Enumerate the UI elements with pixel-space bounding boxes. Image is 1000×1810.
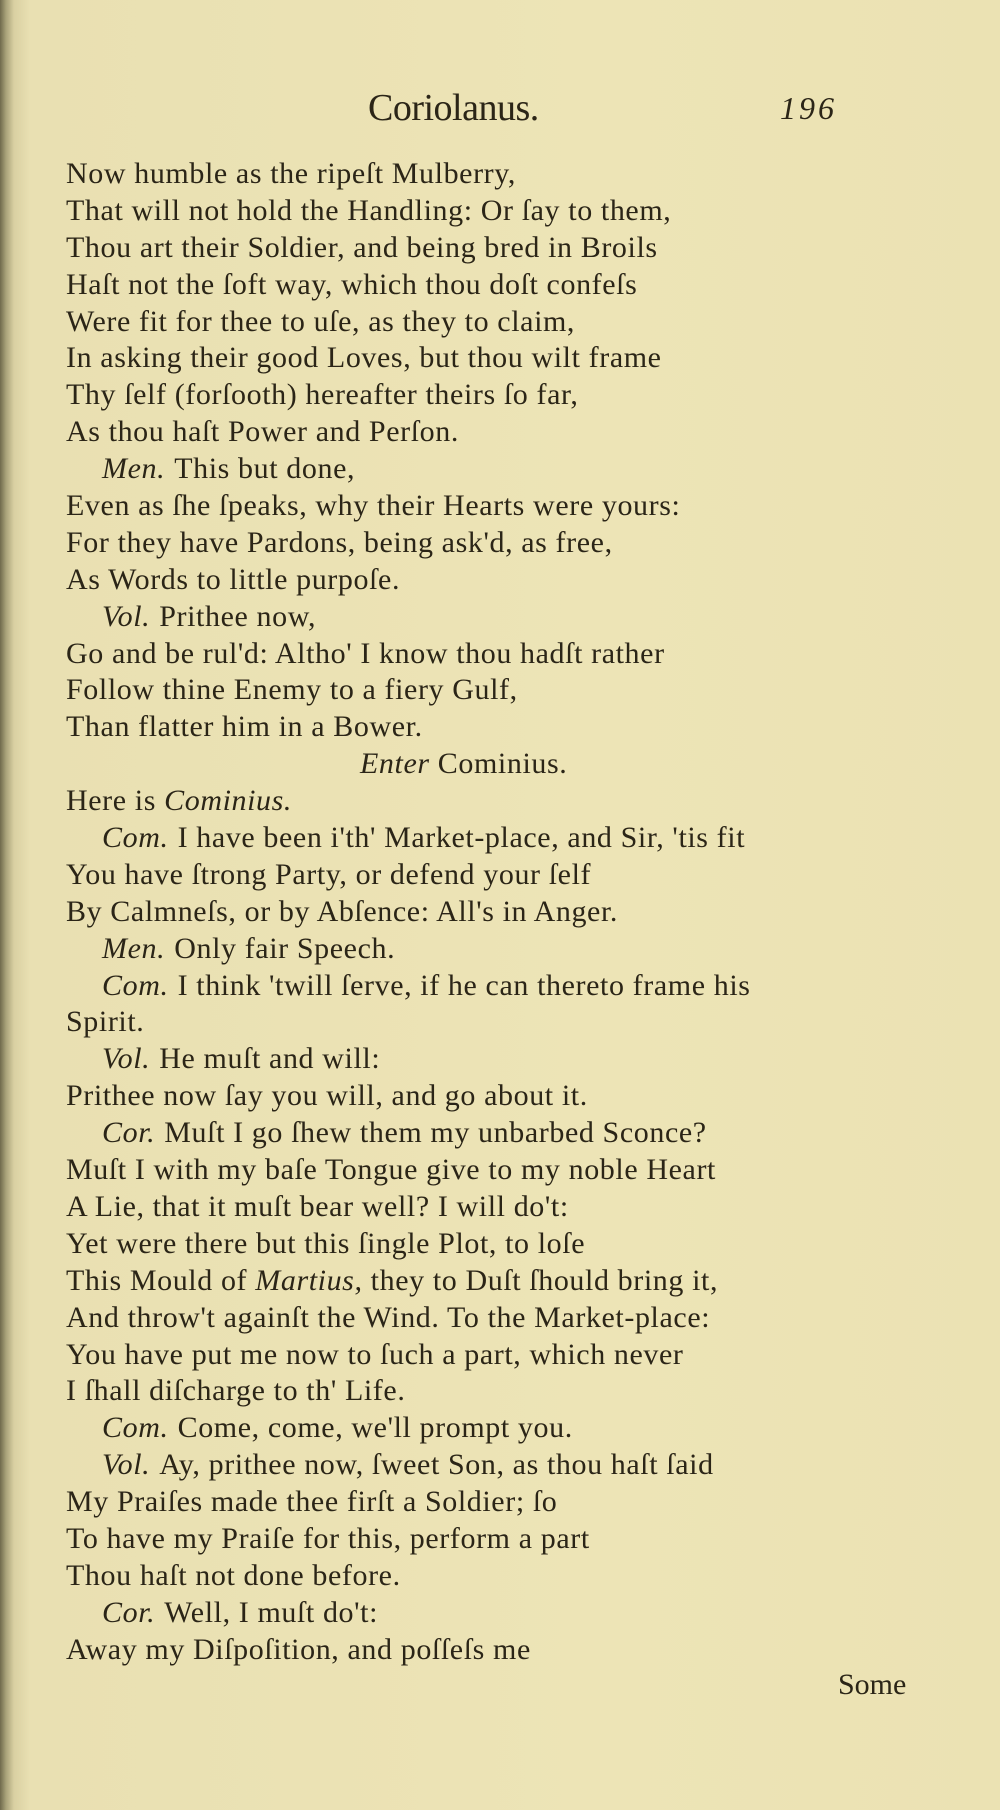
line-text: This but done, [174, 452, 356, 486]
speaker-name: Men. [102, 931, 166, 965]
line-text: My Praiſes made thee firſt a Soldier; ſo [66, 1485, 558, 1519]
line-text: Haſt not the ſoft way, which thou doſt confeſs [66, 267, 638, 301]
verse-line [66, 1373, 966, 1410]
verse-line [66, 340, 966, 377]
line-text: Follow thine Enemy to a fiery Gulf, [66, 673, 518, 707]
line-text: I think 'twill ſerve, if he can thereto frame his [177, 968, 751, 1002]
verse-line [66, 1300, 966, 1337]
speaker-name: Cor. [102, 1595, 156, 1629]
verse-line [66, 414, 966, 451]
line-text: Come, come, we'll prompt you. [177, 1411, 573, 1445]
line-text: Only fair Speech. [174, 931, 396, 965]
italic-name: Martius, [255, 1263, 363, 1297]
line-text: they to Duſt ſhould bring it, [370, 1263, 719, 1297]
verse-line [66, 230, 966, 267]
verse-line [66, 1484, 966, 1521]
verse-line [66, 377, 966, 414]
page-number: 196 [780, 90, 837, 126]
line-text: Cominius. [437, 747, 568, 781]
verse-line [66, 304, 966, 341]
speech-line [66, 820, 966, 857]
line-text: Even as ſhe ſpeaks, why their Hearts were yours: [66, 489, 681, 523]
line-text: Spirit. [66, 1005, 145, 1039]
speech-line [66, 1410, 966, 1447]
speaker-name: Com. [102, 821, 169, 855]
line-text: Ay, prithee now, ſweet Son, as thou haſt ſaid [159, 1448, 714, 1482]
speaker-name: Com. [102, 1411, 169, 1445]
speech-line [66, 1595, 966, 1632]
line-text: Well, I muſt do't: [164, 1595, 379, 1629]
stage-verb: Enter [360, 747, 430, 781]
speech-line [66, 1447, 966, 1484]
speech-line [66, 931, 966, 968]
line-text: As Words to little purpoſe. [66, 562, 401, 596]
verse-line [66, 193, 966, 230]
speaker-name: Cor. [102, 1116, 156, 1150]
verse-line [66, 709, 966, 746]
verse-line [66, 1152, 966, 1189]
speech-line [66, 599, 966, 636]
verse-line [66, 267, 966, 304]
italic-name: Cominius. [164, 784, 293, 818]
line-text: That will not hold the Handling: Or ſay to them, [66, 193, 672, 227]
verse-line [66, 1226, 966, 1263]
verse-line [66, 1004, 966, 1041]
verse-line [66, 894, 966, 931]
verse-line [66, 1632, 966, 1669]
line-text: You have ſtrong Party, or defend your ſelf [66, 857, 592, 891]
verse-line [66, 672, 966, 709]
speaker-name: Com. [102, 968, 169, 1002]
line-text: As thou haſt Power and Perſon. [66, 415, 459, 449]
speech-line [66, 1041, 966, 1078]
line-text: He muſt and will: [159, 1042, 381, 1076]
running-title: Coriolanus. [368, 87, 539, 129]
line-text: You have put me now to ſuch a part, which never [66, 1337, 684, 1371]
line-text: I have been i'th' Market-place, and Sir, 'tis fit [177, 821, 746, 855]
verse-line [66, 1521, 966, 1558]
line-text: A Lie, that it muſt bear well? I will do't: [66, 1189, 569, 1223]
verse-line [66, 562, 966, 599]
verse-line [66, 857, 966, 894]
speaker-name: Vol. [102, 1448, 151, 1482]
line-text: Thy ſelf (forſooth) hereafter theirs ſo far, [66, 378, 579, 412]
verse-line [66, 156, 966, 193]
line-text: Go and be rul'd: Altho' I know thou hadſt rather [66, 636, 665, 670]
verse-line [66, 1189, 966, 1226]
speaker-name: Men. [102, 452, 166, 486]
line-text: To have my Praiſe for this, perform a part [66, 1521, 590, 1555]
catchword: Some [838, 1668, 907, 1701]
speech-line [66, 968, 966, 1005]
running-header [0, 86, 1000, 136]
line-text: Prithee now ſay you will, and go about it. [66, 1079, 588, 1113]
speech-line [66, 1115, 966, 1152]
line-text: Thou art their Soldier, and being bred in Broils [66, 230, 658, 264]
line-text: Yet were there but this ſingle Plot, to loſe [66, 1226, 586, 1260]
stage-direction [66, 746, 966, 783]
line-text: In asking their good Loves, but thou wilt frame [66, 341, 662, 375]
line-text: Muſt I go ſhew them my unbarbed Sconce? [164, 1116, 707, 1150]
verse-line [66, 636, 966, 673]
line-text: I ſhall diſcharge to th' Life. [66, 1374, 406, 1408]
line-text: For they have Pardons, being ask'd, as free, [66, 525, 613, 559]
line-text: And throw't againſt the Wind. To the Market-place: [66, 1300, 711, 1334]
verse-line [66, 1263, 966, 1300]
line-text: Now humble as the ripeſt Mulberry, [66, 157, 517, 190]
line-text: Muſt I with my baſe Tongue give to my noble Heart [66, 1153, 716, 1187]
line-text: Were fit for thee to uſe, as they to claim, [66, 304, 576, 338]
verse-line [66, 525, 966, 562]
verse-line [66, 783, 966, 820]
play-text [66, 156, 966, 1669]
speaker-name: Vol. [102, 1042, 151, 1076]
line-text: This Mould of [66, 1263, 248, 1297]
line-text: Thou haſt not done before. [66, 1558, 401, 1592]
line-text: Prithee now, [159, 599, 317, 633]
verse-line [66, 1337, 966, 1374]
line-text: Here is [66, 784, 156, 818]
speech-line [66, 451, 966, 488]
line-text: Than flatter him in a Bower. [66, 710, 423, 744]
verse-line [66, 1558, 966, 1595]
verse-line [66, 488, 966, 525]
verse-line [66, 1078, 966, 1115]
line-text: By Calmneſs, or by Abſence: All's in Anger. [66, 894, 619, 928]
speaker-name: Vol. [102, 599, 151, 633]
line-text: Away my Diſpoſition, and poſſeſs me [66, 1632, 531, 1666]
